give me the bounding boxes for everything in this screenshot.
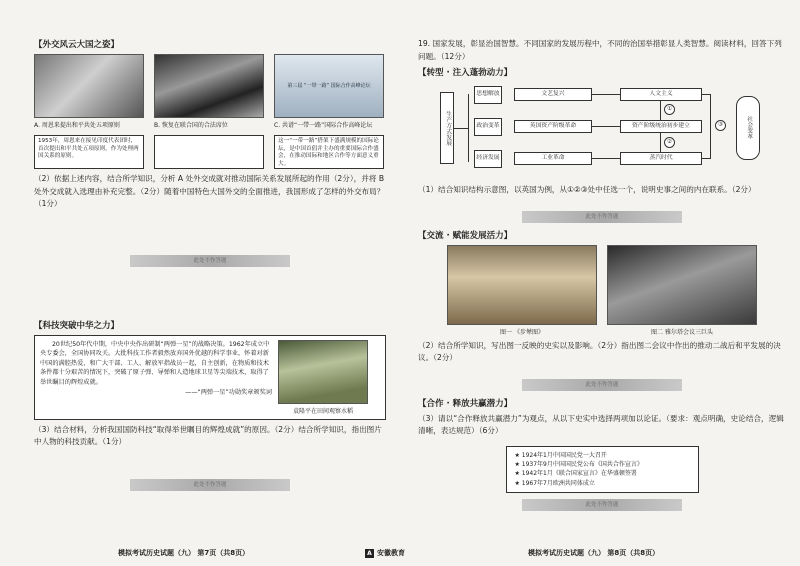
- yalta-image: [607, 245, 757, 325]
- historical-events-box: [506, 446, 699, 493]
- knowledge-structure-diagram: [418, 82, 786, 180]
- callout-a: 1953年，周恩来在接见印度代表团时，首次提出和平共处五项原则，作为处理两国关系的原则。: [34, 135, 144, 169]
- section-tech-title: 【科技突破中华之力】: [34, 320, 120, 331]
- picture-1-caption: 图一 《步辇图》: [500, 328, 544, 336]
- section-exchange-title: 【交流 · 赋能发展活力】: [418, 230, 513, 241]
- no-answer-bar-2: 此处不作答题: [130, 479, 290, 491]
- diagram-line: [710, 94, 711, 159]
- tech-material-box: [34, 335, 386, 420]
- diagram-circle-2: ②: [664, 137, 675, 148]
- question-19-stem: 19. 国家发展，彰显治国智慧。不同国家的发展历程中，不同的治国举措彰显人类智慧。阅读材料，回答下列问题。（12分）: [418, 39, 782, 61]
- photo-b: [154, 54, 264, 129]
- diagram-line: [660, 101, 661, 120]
- diagram-humanism: 人文主义: [620, 88, 702, 101]
- photo-c-banner-text: 第三届 “一带一路” 国际合作高峰论坛: [287, 82, 371, 89]
- tech-material-text: [40, 340, 272, 415]
- photo-a-caption: A. 周恩来提出和平共处五项原则: [34, 122, 120, 129]
- diagram-production-mode: 生产方式发展: [440, 92, 454, 164]
- question-2-left: （2）依据上述内容，结合所学知识，分析 A 处外交成就对推动国际关系发展所起的作用（2分），并将 B 处外交成就入选理由补充完整。（2分）随着中国特色大国外交的全面推进，我国形成了怎样的外交布局？（1分）: [34, 174, 385, 209]
- tech-material-photo: [278, 340, 368, 415]
- diagram-capitalist: 资产阶级统治初步建立: [620, 120, 702, 133]
- event-item: ★ 1924年1月中国国民党一大召开: [514, 451, 607, 459]
- event-item: ★ 1937年9月中国国民党公布《国共合作宣言》: [514, 460, 643, 468]
- question-3-right: （3）请以“合作释放共赢潜力”为观点，从以下史实中选择两项加以论证。（要求：观点明确，史论结合，逻辑清晰，表达规范）（6分）: [418, 413, 784, 436]
- diagram-line: [702, 158, 710, 159]
- tech-material-source: ——“两弹一星”功勋奖章颁奖词: [185, 388, 272, 396]
- section-diplomacy-title: 【外交风云大国之姿】: [34, 40, 120, 50]
- rice-field-image: [278, 340, 368, 404]
- diagram-circle-3: ③: [715, 120, 726, 131]
- picture-1: [447, 245, 597, 336]
- no-answer-bar-4: 此处不作答题: [522, 379, 682, 391]
- diagram-line: [468, 94, 469, 162]
- photo-a-image: [34, 54, 144, 118]
- event-item: ★ 1942年1月《联合国家宣言》在华盛顿签署: [514, 470, 637, 478]
- diagram-arrow: [592, 126, 620, 127]
- event-item: ★ 1967年7月欧洲共同体成立: [514, 479, 595, 487]
- bunian-tu-image: [447, 245, 597, 325]
- diagram-renaissance: 文艺复兴: [514, 88, 592, 101]
- photo-c: [274, 54, 384, 129]
- photo-b-image: [154, 54, 264, 118]
- section-transition-title: 【转型 · 注入蓬勃动力】: [418, 68, 513, 79]
- exchange-pictures: [418, 245, 786, 336]
- tech-material-body: 20世纪50年代中期，中央中央作出研制“两弹一星”的战略决策。1962年成立中央专委会，全国协同攻关。大批科技工作者毅然放弃国外优越的科学事业，怀着对新中国的满腔热爱，和广大干部、工人、解放军指战员一起，自主创新，在物质和技术条件都十分艰苦的情况下，突破了原子弹、导弹和人造地球卫星等尖端技术，取得了举世瞩目的辉煌成就。: [40, 340, 270, 386]
- photo-a: [34, 54, 144, 129]
- diagram-line: [660, 133, 661, 152]
- publisher-logo: [365, 548, 405, 558]
- no-answer-bar-5: 此处不作答题: [522, 499, 682, 511]
- photo-c-image: [274, 54, 384, 118]
- no-answer-bar: 此处不作答题: [130, 255, 290, 267]
- callout-c: 这一“一带一路”搭架下盛满规模的国际论坛，是中国首倡并主办的重要国际合作盛会，在推动国际和地区合作等方面意义重大。: [274, 135, 384, 169]
- callout-b-blank[interactable]: [154, 135, 264, 169]
- diagram-economy: 经济发展: [474, 150, 502, 168]
- diagram-line: [454, 128, 468, 129]
- question-3-left: （3）结合材料，分析我国国防科技“取得举世瞩目的辉煌成就”的原因。（2分）结合所学知识，指出图片中人物的科技贡献。（1分）: [34, 424, 382, 447]
- logo-text: 安徽教育: [377, 549, 405, 557]
- left-footer: 模拟考试历史试题（九） 第7页（共8页）: [118, 549, 250, 557]
- picture-2-caption: 图二 雅尔塔会议三巨头: [651, 328, 713, 336]
- diagram-arrow: [592, 158, 620, 159]
- diagram-steam: 蒸汽时代: [620, 152, 702, 165]
- right-footer: 模拟考试历史试题（九） 第8页（共8页）: [528, 549, 660, 557]
- picture-2: [607, 245, 757, 336]
- photo-c-caption: C. 共谱“一带一路”国际合作高峰论坛: [274, 122, 373, 129]
- no-answer-bar-3: 此处不作答题: [522, 211, 682, 223]
- diagram-social-change: 社会变革: [736, 96, 760, 160]
- diagram-politics: 政治变革: [474, 118, 502, 136]
- logo-mark: A: [365, 549, 374, 558]
- diagram-thought: 思想解放: [474, 86, 502, 104]
- question-2-right: （2）结合所学知识，写出图一反映的史实以及影响。（2分）指出图二会议中作出的推动二战后和平发展的决议。（2分）: [418, 340, 781, 363]
- diagram-arrow: [592, 94, 620, 95]
- right-page: [400, 0, 800, 566]
- diagram-industrial: 工业革命: [514, 152, 592, 165]
- photo-b-caption: B. 恢复在联合国的合法席位: [154, 122, 228, 129]
- rice-field-caption: 袁隆平在田间观察水稻: [292, 407, 353, 415]
- diplomacy-callouts: [34, 135, 386, 169]
- diagram-circle-1: ①: [664, 104, 675, 115]
- diagram-line: [702, 94, 710, 95]
- diplomacy-photos: [34, 54, 386, 129]
- question-1-right: （1）结合知识结构示意图，以英国为例，从①②③处中任选一个，说明史事之间的内在联系。（2分）: [418, 185, 756, 195]
- diagram-revolution: 英国资产阶级革命: [514, 120, 592, 133]
- section-cooperation-title: 【合作 · 释放共赢潜力】: [418, 398, 513, 409]
